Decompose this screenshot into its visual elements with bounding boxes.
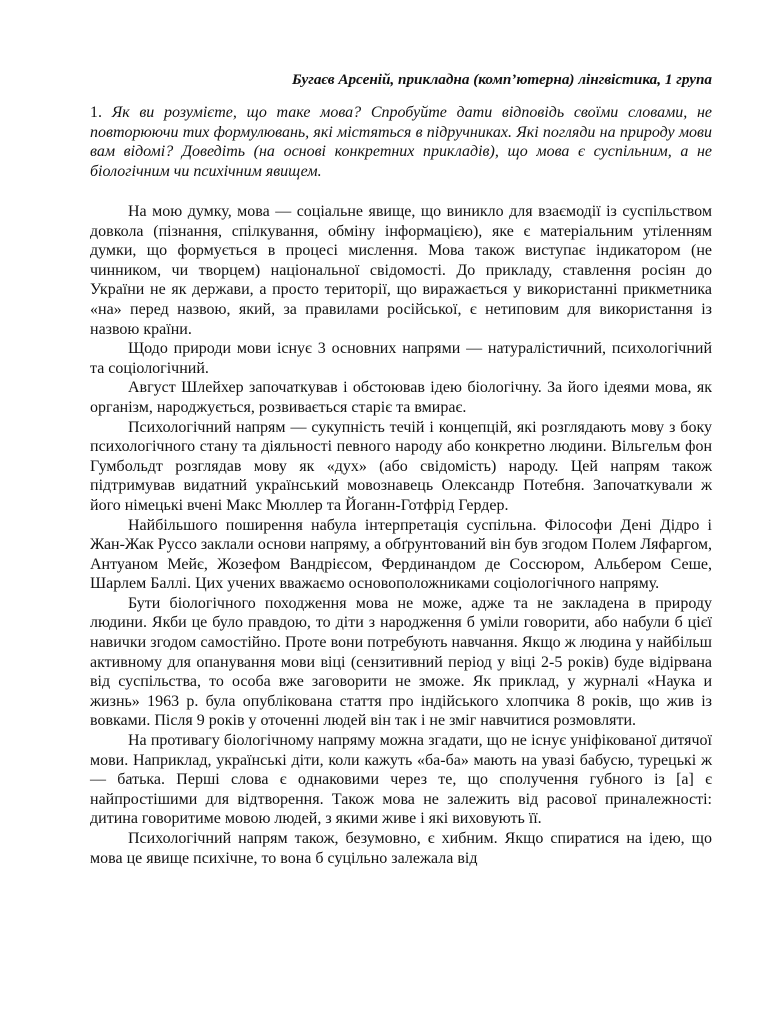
question-number: 1. <box>90 104 102 121</box>
paragraph: Психологічний напрям також, безумовно, є хибним. Якщо спиратися на ідею, що мова це явище психічне, то вона б суцільно залежала від <box>90 830 712 867</box>
paragraph: Щодо природи мови існує 3 основних напрями — натуралістичний, психологічний та соціологічний. <box>90 340 712 377</box>
paragraph: На мою думку, мова — соціальне явище, що виникло для взаємодії із суспільством довкола (пізнання, спілкування, обміну інформацією), яке є матеріальним утіленням думки, що формується в процесі мислення. Мова також виступає індикатором (не чинником, чи творцем) національної свідомості. До прикладу, ставлення росіян до України не як держави, а просто території, що виражається у використанні прикметника «на» перед назвою, який, за правилами російської, є нетиповим для використання із назвою країни. <box>90 203 712 338</box>
paragraph: Бути біологічного походження мова не може, адже та не закладена в природу людини. Якби це було правдою, то діти з народження б уміли говорити, або набули б цієї навички згодом самостійно. Проте вони потребують навчання. Якщо ж людина у найбільш активному для опанування мови віці (сензитивний період у віці 2-5 років) буде відірвана від суспільства, то особа вже заговорити не зможе. Як приклад, у журналі «Наука и жизнь» 1963 р. була опублікована стаття про індійського хлопчика 8 років, що жив із вовками. Після 9 років у оточенні людей він так і не зміг навчитися розмовляти. <box>90 594 712 730</box>
paragraph: На противагу біологічному напряму можна згадати, що не існує уніфікованої дитячої мови. Наприклад, українські діти, коли кажуть «ба-ба» мають на увазі бабусю, турецькі ж — батька. Перші слова є однаковими через те, що сполучення губного із [а] є найпростішими для відтворення. Також мова не залежить від расової приналежності: дитина говоритиме мовою людей, з якими живе і які виховують її. <box>90 732 712 828</box>
answer-body <box>90 202 712 868</box>
author-header: Бугаєв Арсеній, прикладна (комп’ютерна) лінгвістика, 1 група <box>292 71 712 88</box>
assignment-question <box>90 103 712 181</box>
paragraph: Август Шлейхер започаткував і обстоював ідею біологічну. За його ідеями мова, як організм, народжується, розвивається старіє та вмирає. <box>90 379 712 416</box>
paragraph: Найбільшого поширення набула інтерпретація суспільна. Філософи Дені Дідро і Жан-Жак Руссо заклали основи напряму, а обґрунтований він був згодом Полем Ляфаргом, Антуаном Мейє, Жозефом Вандрієсом, Фердинандом де Соссюром, Альбером Сеше, Шарлем Баллі. Цих учених вважаємо основоположниками соціологічного напряму. <box>90 516 712 593</box>
paragraph: Психологічний напрям — сукупність течій і концепцій, які розглядають мову з боку психологічного стану та діяльності певного народу або конкретно людини. Вільгельм фон Гумбольдт розглядав мову як «дух» (або свідомість) народу. Цей напрям також підтримував видатний український мовознавець Олександр Потебня. Започаткували ж його німецькі вчені Макс Мюллер та Йоганн-Готфрід Гердер. <box>90 418 712 514</box>
question-text: Як ви розумієте, що таке мова? Спробуйте дати відповідь своїми словами, не повторюючи тих формулювань, які містяться в підручниках. Які погляди на природу мови вам відомі? Доведіть (на основі конкретних прикладів), що мова є суспільним, а не біологічним чи психічним явищем. <box>90 104 713 180</box>
